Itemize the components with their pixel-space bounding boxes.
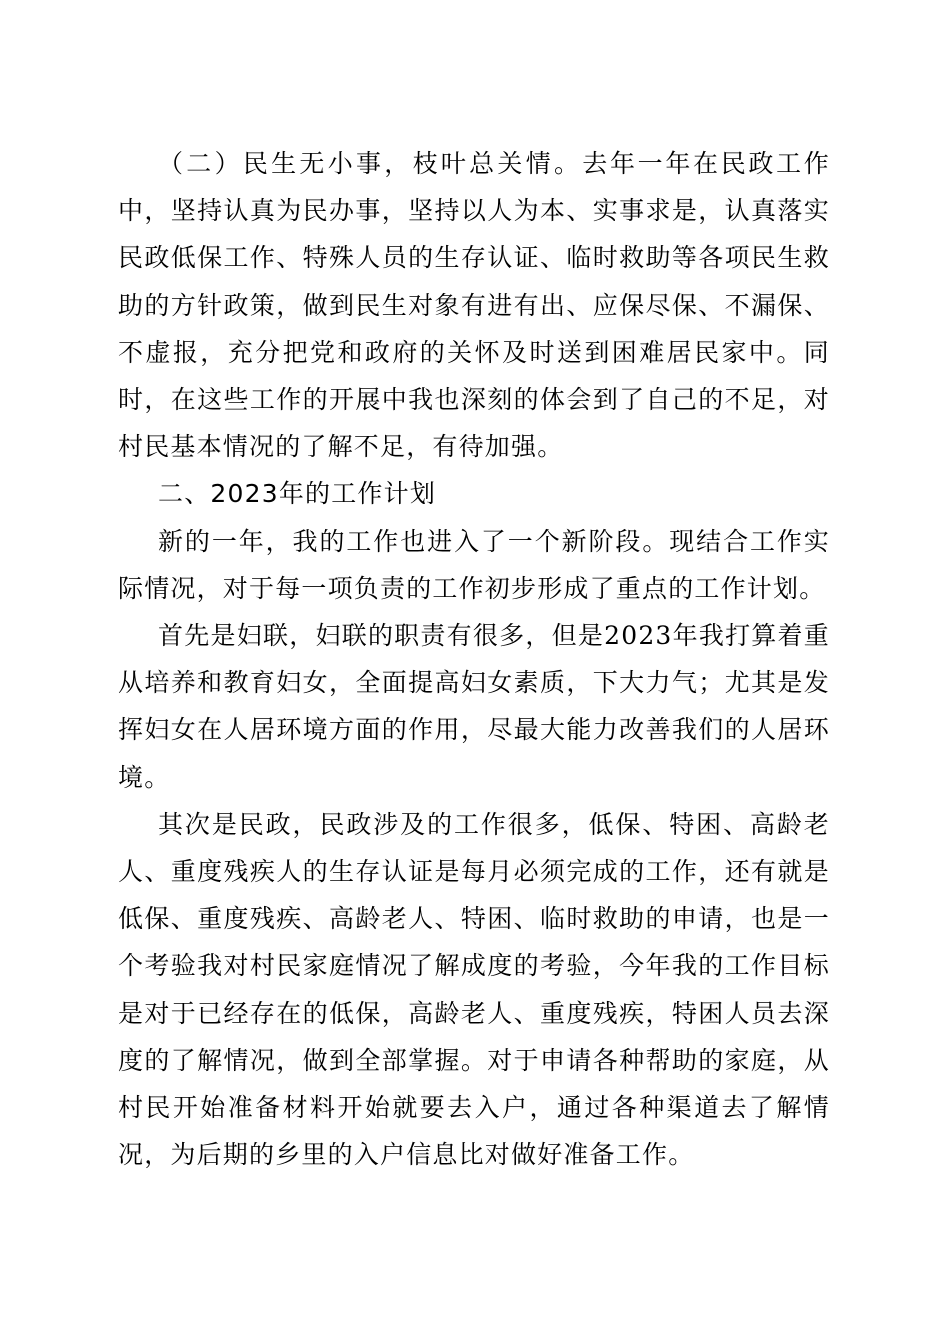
paragraph-lead-heading: （二）民生无小事，枝叶总关情。: [158, 149, 583, 178]
paragraph-womens-federation: 首先是妇联，妇联的职责有很多，但是2023年我打算着重从培养和教育妇女，全面提高妇女素质，下大力气；尤其是发挥妇女在人居环境方面的作用，尽最大能力改善我们的人居环境。: [118, 621, 830, 792]
section-heading: 二、2023年的工作计划: [158, 479, 437, 509]
document-page: [118, 140, 830, 1178]
paragraph-minsheng: [118, 140, 830, 470]
paragraph-civil-affairs: 其次是民政，民政涉及的工作很多，低保、特困、高龄老人、重度残疾人的生存认证是每月必须完成的工作，还有就是低保、重度残疾、高龄老人、特困、临时救助的申请，也是一个考验我对村民家庭情况了解成度的考验，今年我的工作目标是对于已经存在的低保，高龄老人、重度残疾，特困人员去深度的了解情况，做到全部掌握。对于申请各种帮助的家庭，从村民开始准备材料开始就要去入户，通过各种渠道去了解情况，为后期的乡里的入户信息比对做好准备工作。: [118, 809, 830, 1170]
paragraph-body: 去年一年在民政工作中，坚持认真为民办事，坚持以人为本、实事求是，认真落实民政低保工作、特殊人员的生存认证、临时救助等各项民生救助的方针政策，做到民生对象有进有出、应保尽保、不漏保、不虚报，充分把党和政府的关怀及时送到困难居民家中。同时，在这些工作的开展中我也深刻的体会到了自己的不足，对村民基本情况的了解不足，有待加强。: [118, 149, 830, 462]
paragraph-new-year: 新的一年，我的工作也进入了一个新阶段。现结合工作实际情况，对于每一项负责的工作初步形成了重点的工作计划。: [118, 526, 830, 603]
